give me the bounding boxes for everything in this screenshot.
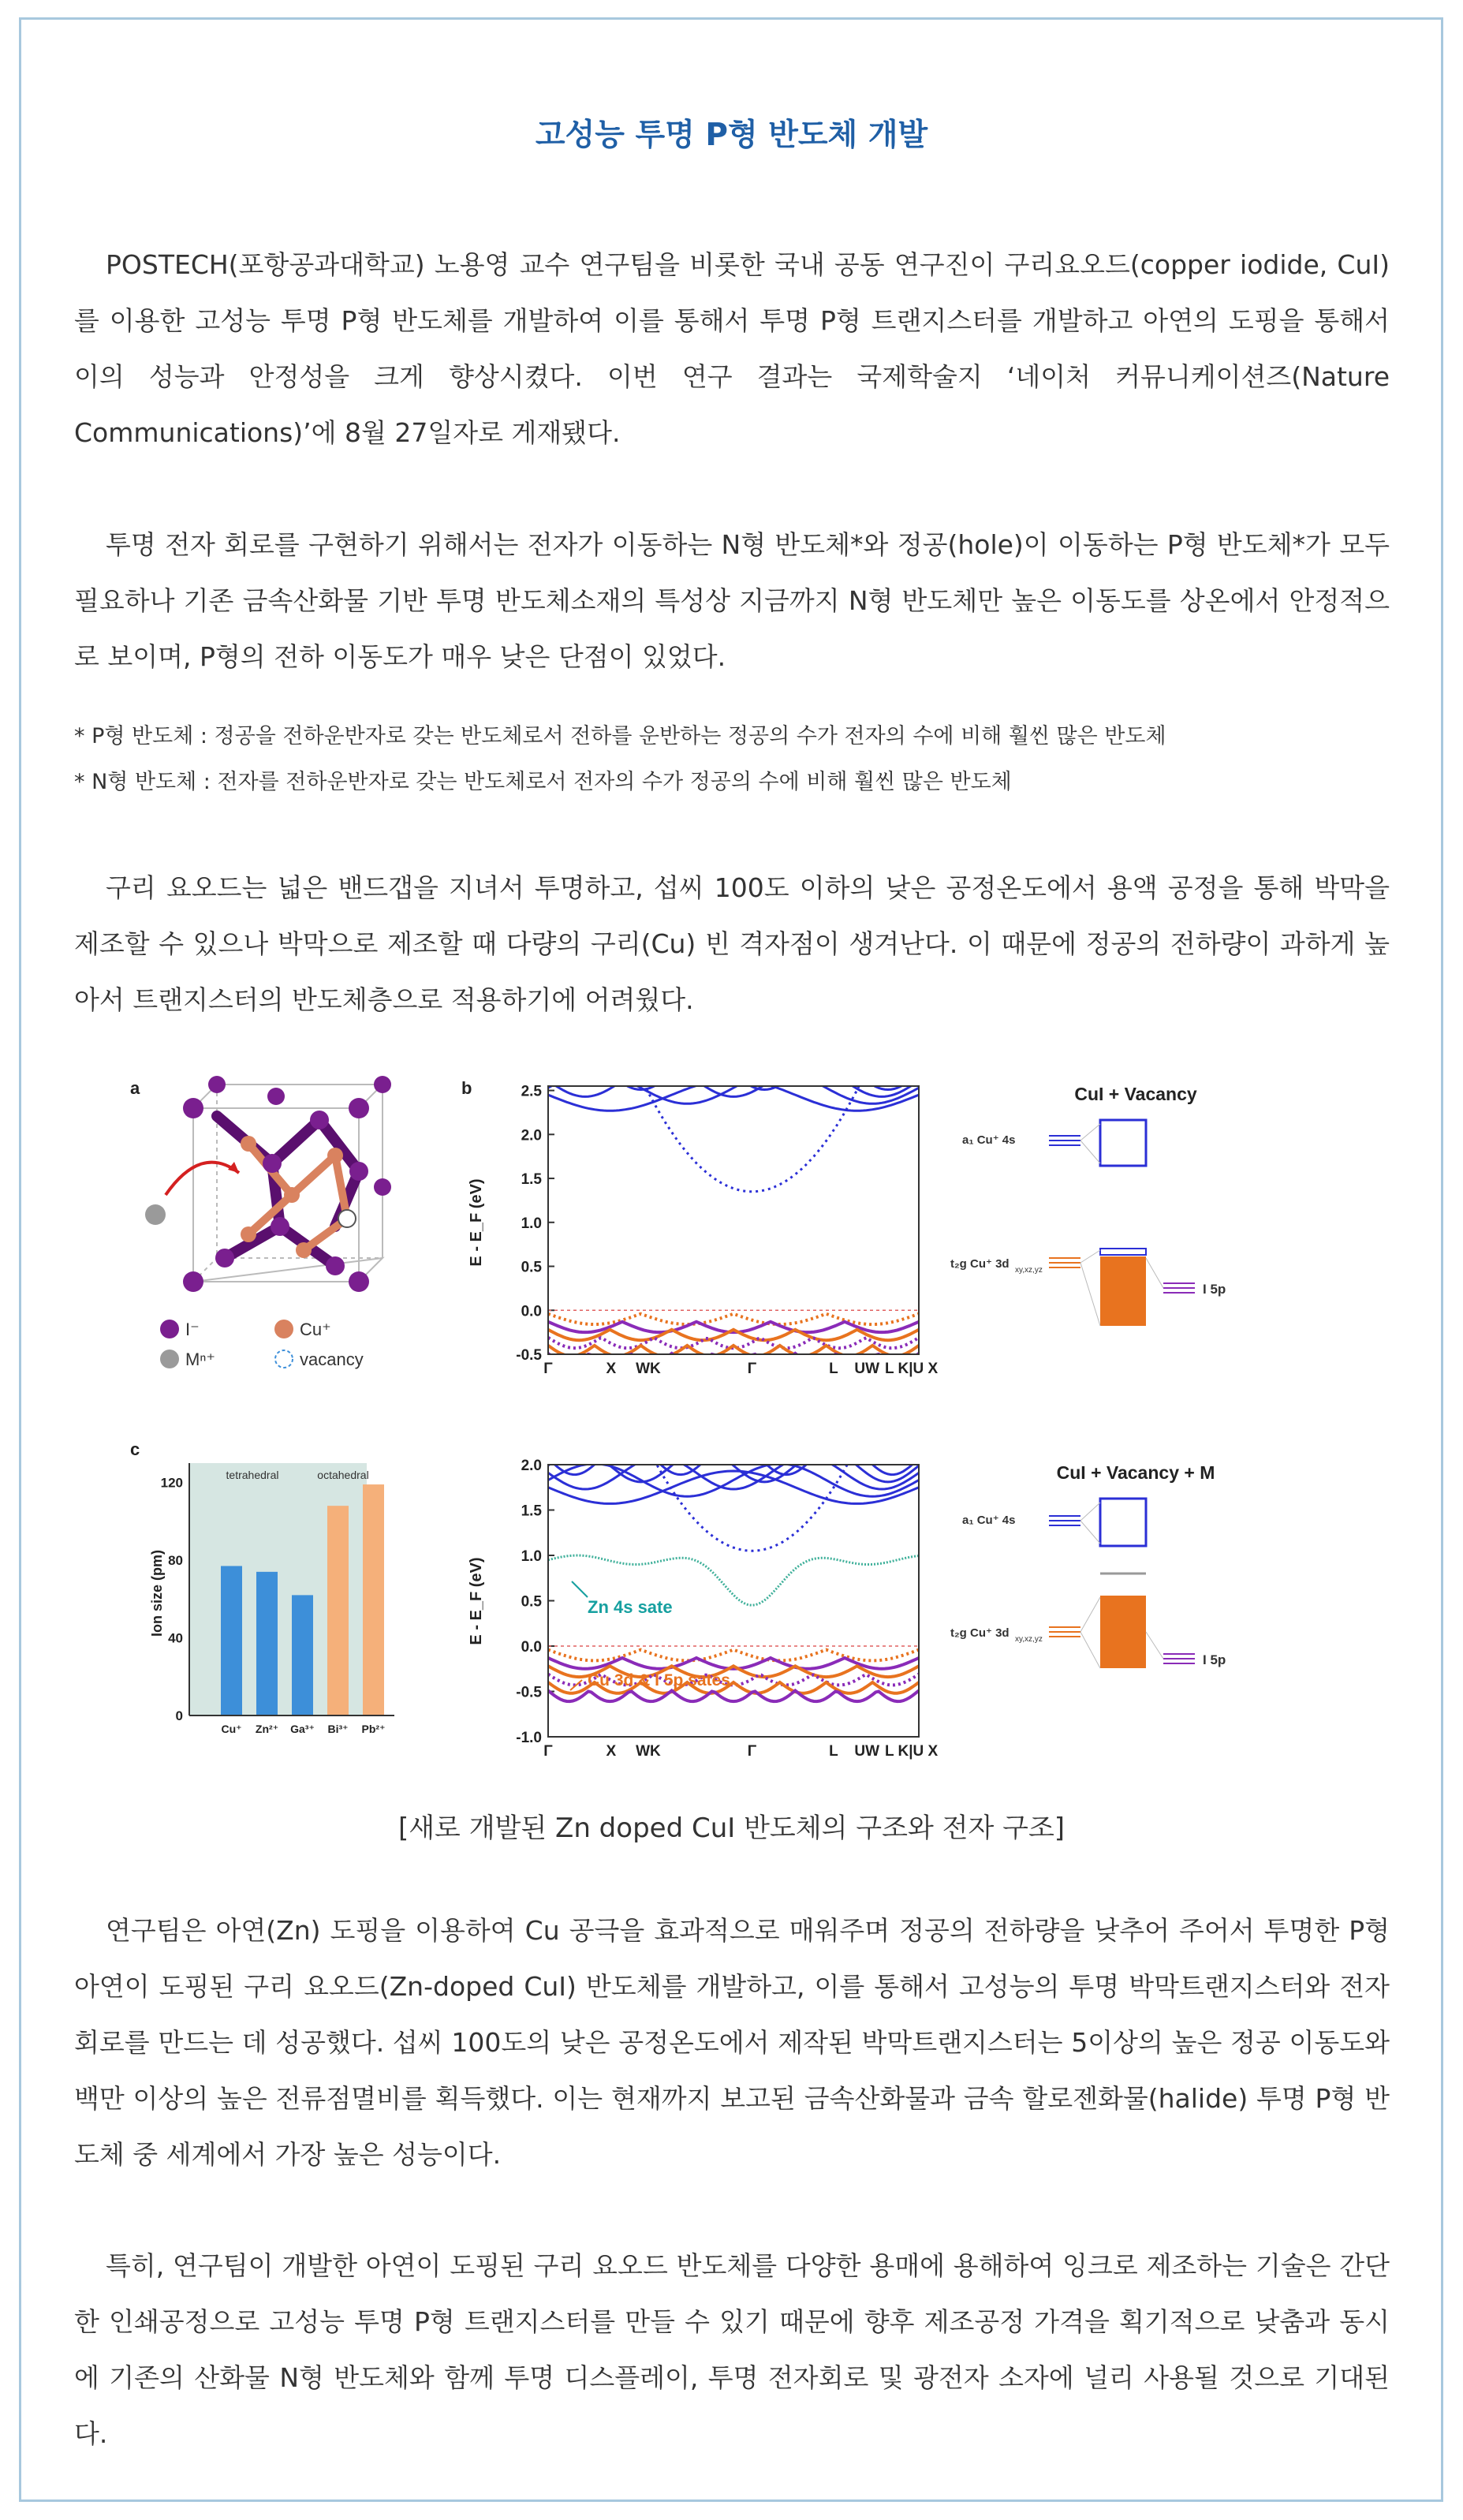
panel-c-label: c xyxy=(130,1439,140,1459)
ion-size-bar xyxy=(327,1506,349,1715)
panel-d-xtick: Γ xyxy=(747,1743,757,1760)
panel-c-ytick: 120 xyxy=(160,1475,183,1491)
panel-b-xtick: X xyxy=(606,1361,617,1377)
panel-b-bands xyxy=(548,1061,919,1364)
panel-b-ytick: 0.0 xyxy=(521,1303,542,1320)
footnote-p-type: * P형 반도체 : 정공을 전하운반자로 갖는 반도체로서 전하를 운반하는 정공의 수가 전자의 수에 비해 훨씬 많은 반도체 xyxy=(74,724,1166,749)
doping-arrow xyxy=(166,1163,239,1195)
panel-d-ytick: -0.5 xyxy=(516,1684,542,1701)
panel-d-conduction-band xyxy=(548,1457,919,1489)
diagram-d-i5p-label: I 5p xyxy=(1203,1652,1226,1667)
paragraph-4: 연구팀은 아연(Zn) 도핑을 이용하여 Cu 공극을 효과적으로 매워주며 정공의 전하량을 낮추어 주어서 투명한 P형 아연이 도핑된 구리 요오드(Zn-doped CuI) 반도체를 개발하고, 이를 통해서 고성능의 투명 박막트랜지스터와 전자회로를 만드는 데 성공했다. 섭씨 100도의 낮은 공정온도에서 제작된 박막트랜지스터는 5이상의 높은 정공 이동도와 백만 이상의 높은 전류점멸비를 획득했다. 이는 현재까지 보고된 금속산화물과 금속 할로젠화물(halide) 투명 P형 반도체 중 세계에서 가장 높은 성능이다. xyxy=(74,1915,1390,2170)
panel-b-xtick: L K|U X xyxy=(884,1361,939,1377)
panel-d-ytick: -1.0 xyxy=(516,1730,542,1746)
panel-b-xtick: Γ xyxy=(747,1361,757,1377)
panel-c-xtick: Zn²⁺ xyxy=(255,1723,279,1735)
paragraph-3: 구리 요오드는 넓은 밴드갭을 지녀서 투명하고, 섭씨 100도 이하의 낮은 공정온도에서 용액 공정을 통해 박막을 제조할 수 있으나 박막으로 제조할 때 다량의 구리(Cu) 빈 격자점이 생겨난다. 이 때문에 정공의 전하량이 과하게 높아서 트랜지스터의 반도체층으로 적용하기에 어려웠다. xyxy=(74,872,1390,1015)
figure-caption: [새로 개발된 Zn doped CuI 반도체의 구조와 전자 구조] xyxy=(397,1813,1066,1844)
paragraph-5: 특히, 연구팀이 개발한 아연이 도핑된 구리 요오드 반도체를 다양한 용매에 용해하여 잉크로 제조하는 기술은 간단한 인쇄공정으로 고성능 투명 P형 트랜지스터를 만들 수 있기 때문에 향후 제조공정 가격을 획기적으로 낮춤과 동시에 기존의 산화물 N형 반도체와 함께 투명 디스플레이, 투명 전자회로 및 광전자 소자에 널리 사용될 것으로 기대된다. xyxy=(74,2250,1390,2449)
diagram-d-title: CuI + Vacancy + M xyxy=(1056,1462,1215,1483)
panel-d-xtick: Γ xyxy=(543,1743,553,1760)
panel-d-conduction-band xyxy=(548,1464,919,1497)
panel-c-ytick: 80 xyxy=(168,1553,183,1569)
panel-b-xtick: UW xyxy=(854,1361,880,1377)
panel-b-conduction-band-min xyxy=(548,1061,919,1192)
group-octahedral-label: octahedral xyxy=(317,1469,369,1481)
panel-d-conduction-band xyxy=(548,1471,919,1503)
annotation-zn-state: Zn 4s sate xyxy=(588,1597,673,1617)
diagram-b-t2g-label: t₂g Cu⁺ 3d xyxy=(950,1257,1010,1271)
panel-b-conduction-band xyxy=(548,1072,919,1103)
panel-b-xticks xyxy=(543,1361,938,1377)
legend-vacancy-marker xyxy=(275,1350,293,1368)
diagram-d-a1-label: a₁ Cu⁺ 4s xyxy=(962,1514,1016,1527)
panel-c-xtick: Pb²⁺ xyxy=(361,1723,386,1735)
structure-figure xyxy=(122,1061,1341,1790)
panel-b-ytick: 2.0 xyxy=(521,1127,542,1144)
dopant-atom xyxy=(145,1204,166,1225)
vacancy-site xyxy=(338,1210,356,1227)
panel-d-yticks xyxy=(516,1458,919,1746)
legend-copper: Cu⁺ xyxy=(300,1320,331,1339)
panel-d-valence-band xyxy=(548,1690,919,1701)
panel-c-xtick: Ga³⁺ xyxy=(290,1723,315,1735)
panel-d-xtick: UW xyxy=(854,1743,880,1760)
legend-copper-marker xyxy=(274,1320,293,1338)
panel-d-xtick: X xyxy=(606,1743,617,1760)
panel-b-xtick: L xyxy=(829,1361,838,1377)
panel-b-conduction-band xyxy=(548,1065,919,1096)
ion-size-bar xyxy=(363,1484,384,1715)
panel-a-label: a xyxy=(130,1078,140,1098)
group-tetrahedral-label: tetrahedral xyxy=(226,1469,279,1481)
panel-b-ytick: 2.5 xyxy=(521,1083,542,1100)
panel-b-valence-band xyxy=(548,1330,919,1340)
panel-d-xtick: L K|U X xyxy=(884,1743,939,1760)
panel-b-conduction-band xyxy=(548,1061,919,1083)
ion-size-bar xyxy=(221,1566,242,1715)
diagram-b-t2g-sub: xy,xz,yz xyxy=(1015,1266,1043,1275)
legend-vacancy: vacancy xyxy=(300,1350,364,1369)
diagram-d-t2g-sub: xy,xz,yz xyxy=(1015,1635,1043,1644)
panel-d-conduction-band-min xyxy=(548,1362,919,1551)
panel-c-ytick: 40 xyxy=(168,1630,183,1646)
panel-d-xtick: WK xyxy=(636,1743,661,1760)
panel-d-ytick: 0.0 xyxy=(521,1639,542,1656)
panel-d-ytick: 0.5 xyxy=(521,1593,542,1611)
footnote-n-type: * N형 반도체 : 전자를 전하운반자로 갖는 반도체로서 전자의 수가 정공의 수에 비해 훨씬 많은 반도체 xyxy=(74,770,1012,794)
panel-c-xticks xyxy=(221,1723,385,1735)
panel-d-xticks xyxy=(543,1743,938,1760)
panel-d-bands xyxy=(548,1362,919,1701)
panel-d-valence-band xyxy=(548,1650,919,1661)
legend-dopant-marker xyxy=(160,1350,179,1368)
panel-d-xtick: L xyxy=(829,1743,838,1760)
panel-d-ytick: 1.5 xyxy=(521,1503,542,1520)
panel-b-xtick: Γ xyxy=(543,1361,553,1377)
panel-b-label: b xyxy=(461,1078,472,1098)
panel-c-xtick: Bi³⁺ xyxy=(327,1723,349,1735)
diagram-b-title: CuI + Vacancy xyxy=(1074,1084,1197,1104)
panel-c-ylabel: Ion size (pm) xyxy=(149,1549,165,1637)
annotation-cu-state: Cu 3d & I 5p sates xyxy=(588,1671,730,1689)
panel-b-ytick: 0.5 xyxy=(521,1259,542,1276)
article-title: 고성능 투명 P형 반도체 개발 xyxy=(535,118,928,153)
panel-b-ylabel: E - E_F (eV) xyxy=(468,1178,485,1267)
panel-d-ytick: 1.0 xyxy=(521,1548,542,1565)
panel-c-xtick: Cu⁺ xyxy=(221,1723,242,1735)
panel-b-ytick: 1.5 xyxy=(521,1171,542,1189)
panel-c-ytick: 0 xyxy=(175,1708,183,1723)
paragraph-1: POSTECH(포항공과대학교) 노용영 교수 연구팀을 비롯한 국내 공동 연구진이 구리요오드(copper iodide, CuI)를 이용한 고성능 투명 P형 반도체를 개발하여 이를 통해서 투명 P형 트랜지스터를 개발하고 아연의 도핑을 통해서 이의 성능과 안정성을 크게 향상시켰다. 이번 연구 결과는 국제학술지 ‘네이처 커뮤니케이션즈(Nature Communications)’에 8월 27일자로 게재됐다. xyxy=(74,249,1390,448)
panel-d-ylabel: E - E_F (eV) xyxy=(468,1557,485,1645)
panel-b-ytick: 1.0 xyxy=(521,1215,542,1232)
diagram-b-i5p-label: I 5p xyxy=(1203,1282,1226,1297)
panel-b-frame xyxy=(548,1086,919,1354)
diagram-b-a1-label: a₁ Cu⁺ 4s xyxy=(962,1133,1016,1147)
diagram-d-t2g-label: t₂g Cu⁺ 3d xyxy=(950,1626,1010,1640)
legend-iodine: I⁻ xyxy=(185,1320,200,1339)
legend-dopant: Mⁿ⁺ xyxy=(185,1350,215,1369)
panel-b-valence-band xyxy=(548,1314,919,1324)
legend-iodine-marker xyxy=(160,1320,179,1338)
panel-d-energy-diagram xyxy=(950,1462,1226,1668)
panel-b-energy-diagram xyxy=(950,1084,1226,1326)
panel-b-ytick: -0.5 xyxy=(516,1347,542,1364)
panel-d-ytick: 2.0 xyxy=(521,1458,542,1474)
paragraph-2: 투명 전자 회로를 구현하기 위해서는 전자가 이동하는 N형 반도체*와 정공(hole)이 이동하는 P형 반도체*가 모두 필요하나 기존 금속산화물 기반 투명 반도체소재의 특성상 지금까지 N형 반도체만 높은 이동도를 상온에서 안정적으로 보이며, P형의 전하 이동도가 매우 낮은 단점이 있었다. xyxy=(74,529,1390,672)
panel-b-xtick: WK xyxy=(636,1361,661,1377)
ion-size-bar xyxy=(256,1572,278,1715)
panel-b-conduction-band xyxy=(548,1079,919,1111)
ion-size-bar xyxy=(292,1595,313,1715)
